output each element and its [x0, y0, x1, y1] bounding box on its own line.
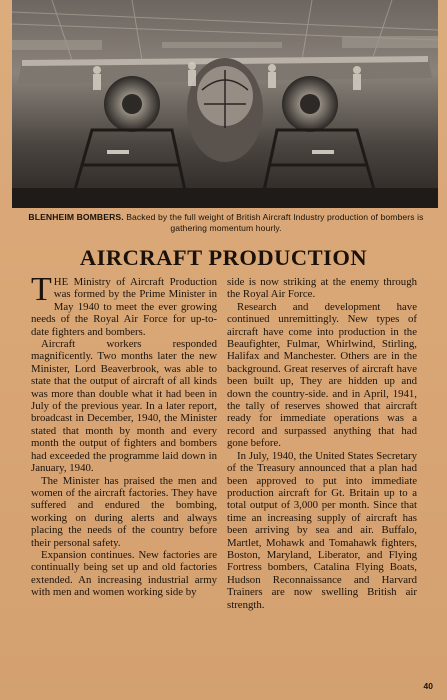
- paragraph-continued: side is now striking at the enemy through the Royal Air Force.: [227, 276, 417, 301]
- article-title: AIRCRAFT PRODUCTION: [79, 245, 368, 270]
- page-number: 40: [423, 681, 433, 691]
- left-column: [31, 271, 217, 599]
- paragraph: Expansion continues. New factories are continually being set up and old factories extended. An increasing industrial army with men and women working side by: [31, 548, 217, 599]
- photo-caption: [22, 212, 430, 234]
- paragraph-intro: [31, 271, 217, 338]
- drop-cap: T: [31, 271, 52, 308]
- right-column: [227, 276, 417, 611]
- caption-lead: BLENHEIM BOMBERS.: [28, 212, 124, 222]
- paragraph: Aircraft workers responded magnificently. Two months later the new Minister, Lord Beaverbrook, was able to state that the output of aircraft of all kinds was more than double what it had been in July of the previous year. In a later report, broadcast in December, 1940, the Minister stated that month by month and every month the output of fighters and bombers had exceeded the programme laid down in January, 1940.: [31, 338, 217, 475]
- caption-text: Backed by the full weight of British Aircraft Industry production of bombers is gathering momentum hourly.: [123, 212, 424, 233]
- blenheim-bombers-photo: [12, 0, 438, 208]
- paragraph: In July, 1940, the United States Secretary of the Treasury announced that a plan had been approved to put into immediate production aircraft for Gt. Britain up to a total output of 3,000 per month. Since that time an increasing supply of aircraft has been arriving by sea and air. Buffalo, Martlet, Mohawk and Tomahawk fighters, Boston, Maryland, Liberator, and Flying Fortress bombers, Catalina Flying Boats, Hudson Reconnaissance and Harvard Trainers are now swelling British air strength.: [227, 449, 417, 611]
- factory-floor-illustration: [12, 0, 438, 208]
- paragraph: The Minister has praised the men and women of the aircraft factories. They have suffered and endured the bombing, working on during alerts and always placing the needs of the country before their personal safety.: [31, 474, 217, 549]
- paragraph-intro-text: HE Ministry of Aircraft Production was formed by the Prime Minister in May 1940 to meet the ever growing needs of the Royal Air Force for up-to-date fighters and bombers.: [31, 276, 217, 338]
- paragraph: Research and development have continued unremittingly. New types of aircraft have come into production in the Beaufighter, Fulmar, Whirlwind, Stirling, Halifax and Manchester. Others are in the background. Great reserves of aircraft have been built up, They are hidden up and down the country-side. and in April, 1941, the tally of reserves showed that aircraft ready for immediate operations was a record and surpassed anything that had gone before.: [227, 300, 417, 450]
